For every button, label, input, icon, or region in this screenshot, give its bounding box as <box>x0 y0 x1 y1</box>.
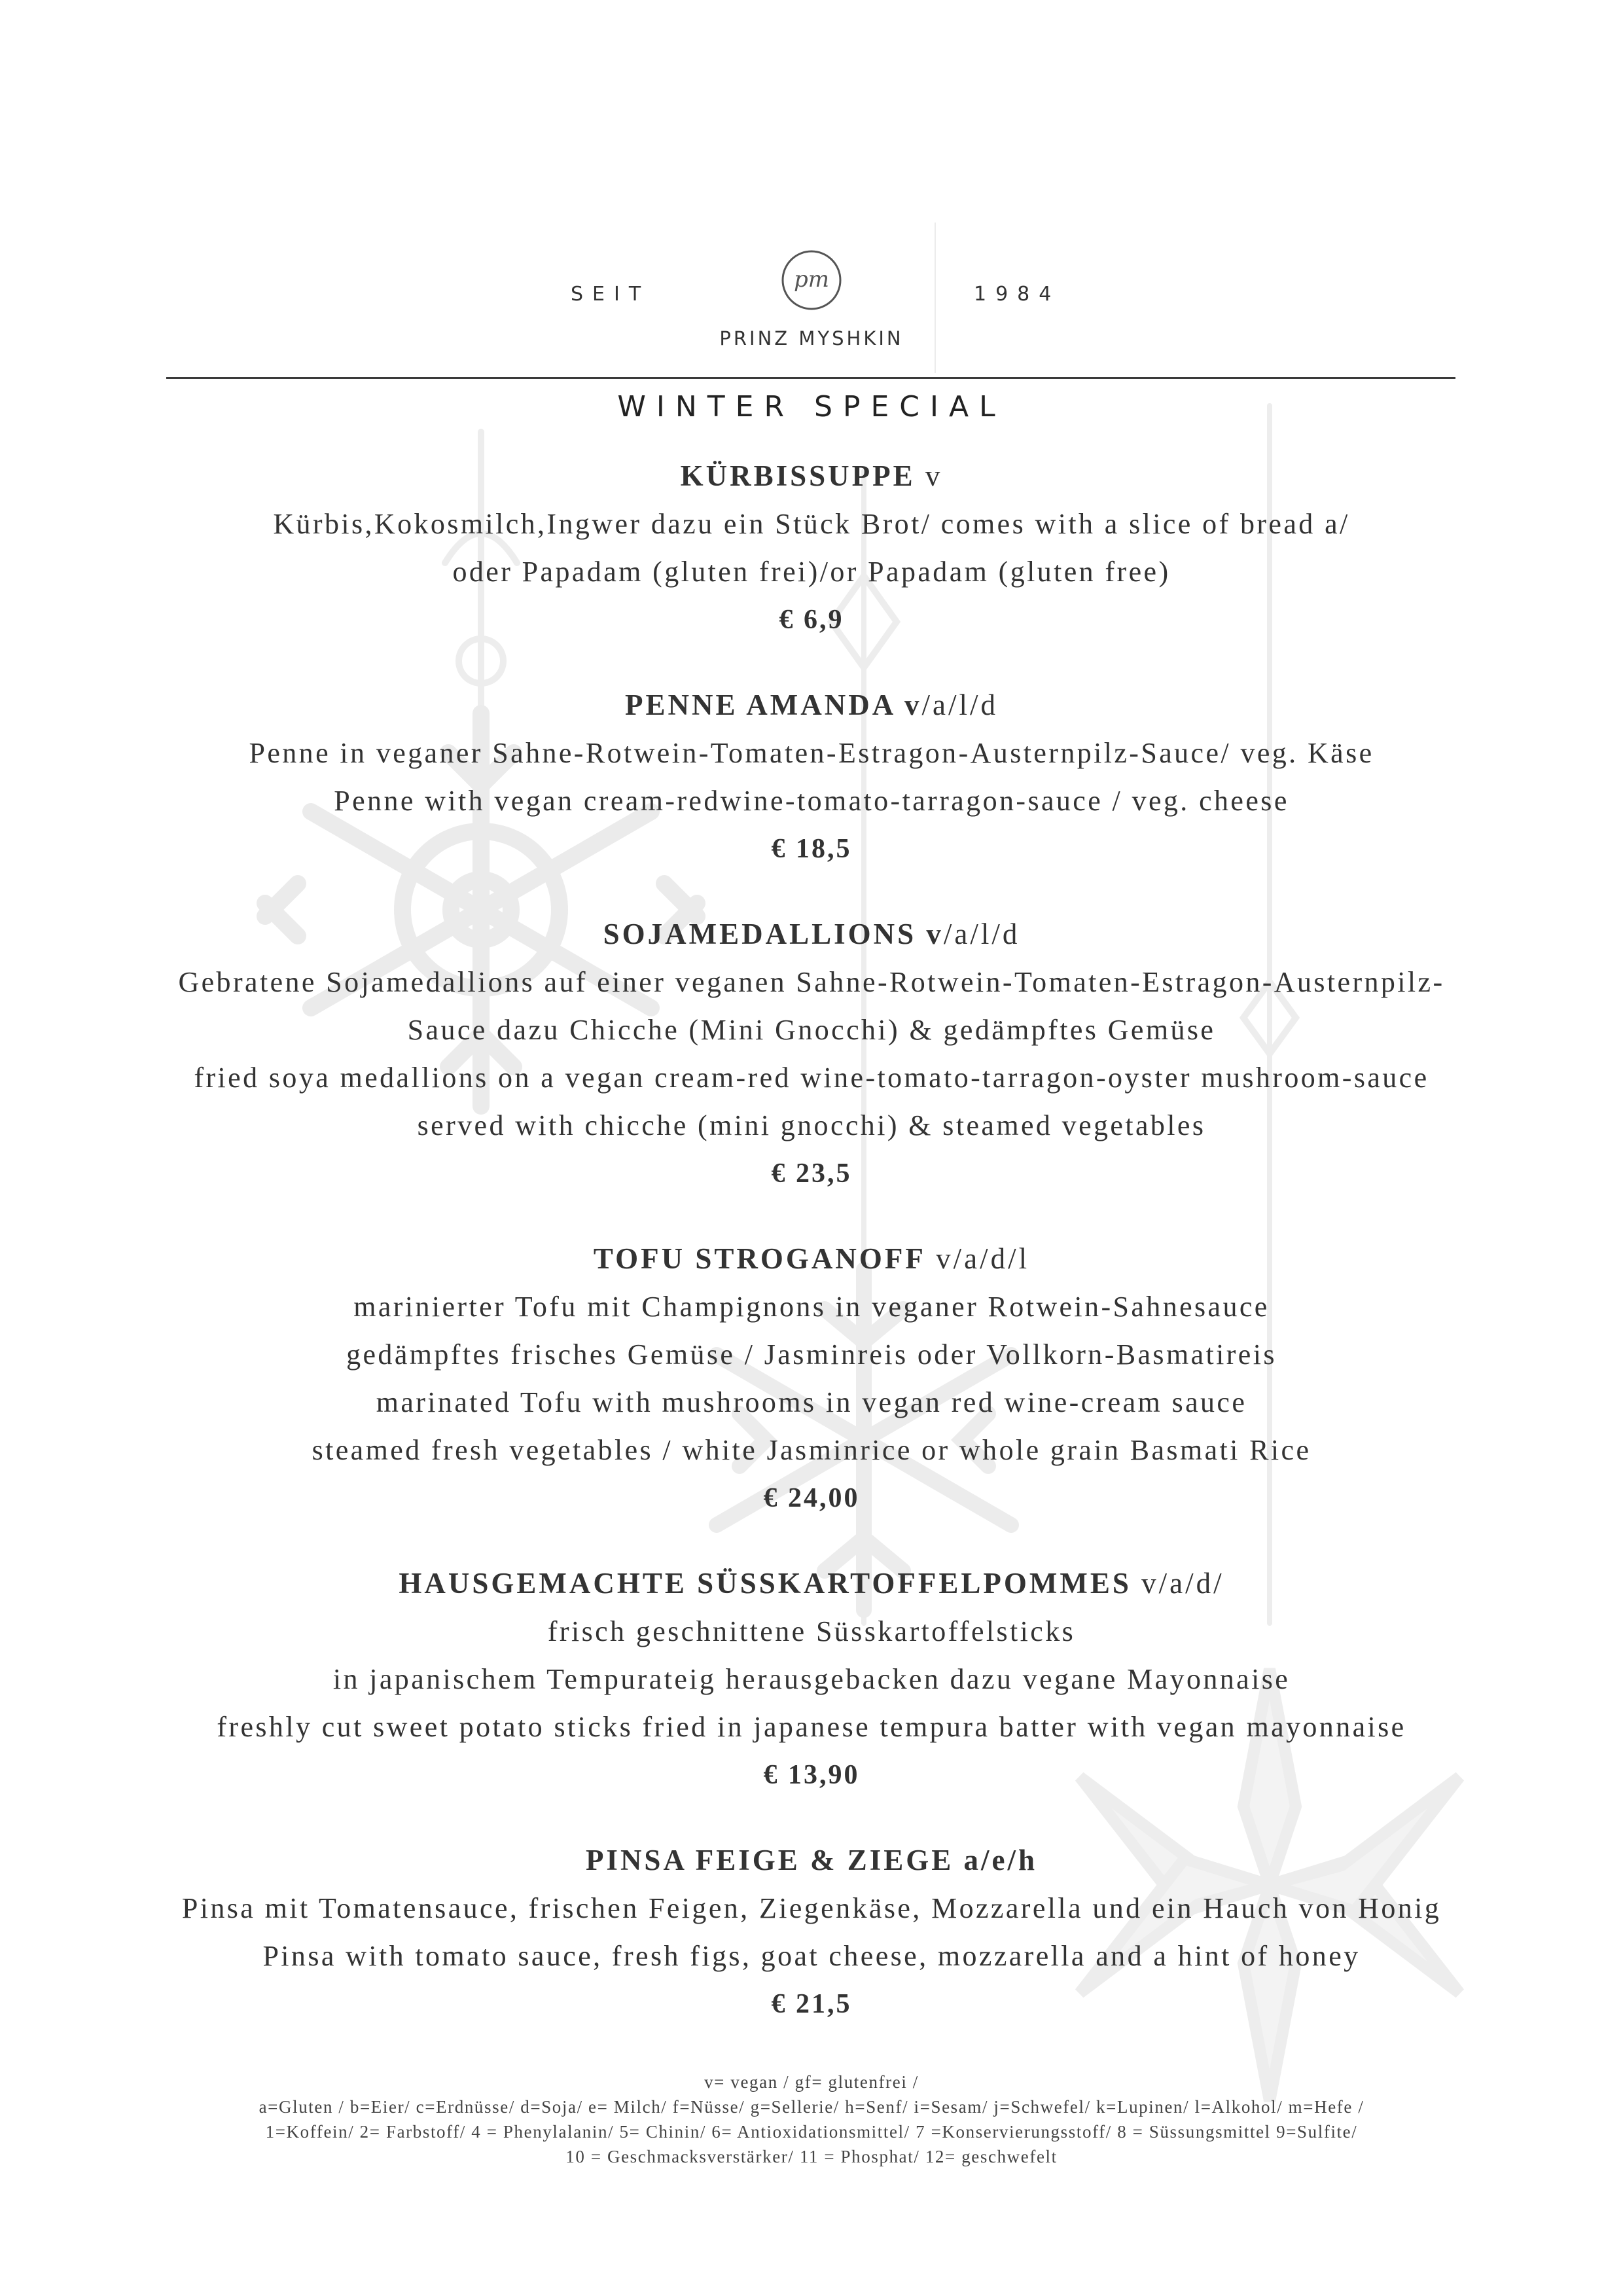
item-codes: v/a/d/l <box>925 1242 1030 1275</box>
menu-items <box>0 452 1623 2065</box>
legend-line: 10 = Geschmacksverstärker/ 11 = Phosphat/ 12= geschwefelt <box>565 2147 1058 2166</box>
item-description-line: steamed fresh vegetables / white Jasminrice or whole grain Basmati Rice <box>312 1434 1311 1466</box>
legend-line: 1=Koffein/ 2= Farbstoff/ 4 = Phenylalanin/ 5= Chinin/ 6= Antioxidationsmittel/ 7 =Konservierungsstoff/ 8 = Süssungsmittel 9=Sulfite/ <box>265 2122 1358 2142</box>
item-price: € 23,5 <box>771 1158 852 1189</box>
item-description-line: Sauce dazu Chicche (Mini Gnocchi) & gedämpftes Gemüse <box>407 1014 1216 1046</box>
menu-item <box>0 1559 1623 1799</box>
header-rule <box>166 377 1455 379</box>
item-description-line: frisch geschnittene Süsskartoffelsticks <box>547 1615 1076 1647</box>
menu-item <box>0 1234 1623 1522</box>
item-title <box>0 1836 1623 1884</box>
legend-line: v= vegan / gf= glutenfrei / <box>704 2072 919 2092</box>
item-name: SOJAMEDALLIONS v <box>603 918 944 950</box>
item-description-line: fried soya medallions on a vegan cream-red wine-tomato-tarragon-oyster mushroom-sauce <box>194 1062 1429 1094</box>
item-description-line: marinierter Tofu mit Champignons in veganer Rotwein-Sahnesauce <box>353 1291 1270 1323</box>
item-codes: /a/l/d <box>921 689 998 721</box>
header-year: 1984 <box>974 283 1061 306</box>
legend-line: a=Gluten / b=Eier/ c=Erdnüsse/ d=Soja/ e= Milch/ f=Nüsse/ g=Sellerie/ h=Senf/ i=Sesam/ j=Schwefel/ k=Lupinen/ l=Alkohol/ m=Hefe / <box>259 2097 1364 2117</box>
menu-item <box>0 1836 1623 2028</box>
pm-monogram-icon <box>779 247 844 313</box>
menu-item <box>0 452 1623 644</box>
item-price: € 6,9 <box>779 605 844 635</box>
item-description-line: freshly cut sweet potato sticks fried in japanese tempura batter with vegan mayonnaise <box>217 1711 1406 1743</box>
prinz-myshkin-logo <box>779 247 844 313</box>
item-title <box>0 1234 1623 1283</box>
item-name: HAUSGEMACHTE SÜSSKARTOFFELPOMMES <box>399 1567 1132 1600</box>
item-price: € 18,5 <box>771 834 852 864</box>
menu-item <box>0 910 1623 1198</box>
item-description-line: Penne with vegan cream-redwine-tomato-tarragon-sauce / veg. cheese <box>334 785 1289 817</box>
item-description-line: served with chicche (mini gnocchi) & steamed vegetables <box>417 1109 1206 1141</box>
item-description-line: Penne in veganer Sahne-Rotwein-Tomaten-Estragon-Austernpilz-Sauce/ veg. Käse <box>249 737 1374 769</box>
brand-name: PRINZ MYSHKIN <box>719 327 904 350</box>
header-divider-vertical <box>935 223 936 373</box>
item-description-line: oder Papadam (gluten frei)/or Papadam (gluten free) <box>452 556 1171 588</box>
item-codes: v <box>915 459 943 492</box>
item-description-line: Pinsa mit Tomatensauce, frischen Feigen, Ziegenkäse, Mozzarella und ein Hauch von Honig <box>181 1892 1442 1924</box>
item-name: TOFU STROGANOFF <box>593 1242 926 1275</box>
item-description-line: Pinsa with tomato sauce, fresh figs, goat cheese, mozzarella and a hint of honey <box>262 1940 1361 1972</box>
item-description-line: gedämpftes frisches Gemüse / Jasminreis oder Vollkorn-Basmatireis <box>346 1338 1277 1371</box>
section-title: WINTER SPECIAL <box>617 390 1006 423</box>
item-codes: v/a/d/ <box>1131 1567 1224 1600</box>
item-price: € 24,00 <box>763 1483 860 1513</box>
item-description-line: Gebratene Sojamedallions auf einer veganen Sahne-Rotwein-Tomaten-Estragon-Austernpilz- <box>178 966 1445 998</box>
logo-monogram: pm <box>793 266 830 293</box>
item-price: € 13,90 <box>763 1760 860 1790</box>
item-codes: /a/l/d <box>943 918 1020 950</box>
item-name: PENNE AMANDA v <box>625 689 922 721</box>
item-title <box>0 910 1623 958</box>
item-price: € 21,5 <box>771 1989 852 2019</box>
item-title <box>0 452 1623 500</box>
item-description-line: marinated Tofu with mushrooms in vegan red wine-cream sauce <box>376 1386 1247 1418</box>
header-seit: SEIT <box>571 283 651 306</box>
item-title <box>0 1559 1623 1607</box>
menu-item <box>0 681 1623 873</box>
allergen-legend <box>0 2070 1623 2169</box>
item-description-line: Kürbis,Kokosmilch,Ingwer dazu ein Stück Brot/ comes with a slice of bread a/ <box>273 508 1350 540</box>
item-description-line: in japanischem Tempurateig herausgebacken dazu vegane Mayonnaise <box>332 1663 1291 1695</box>
item-name: PINSA FEIGE & ZIEGE a/e/h <box>585 1844 1038 1876</box>
item-name: KÜRBISSUPPE <box>680 459 916 492</box>
item-title <box>0 681 1623 729</box>
